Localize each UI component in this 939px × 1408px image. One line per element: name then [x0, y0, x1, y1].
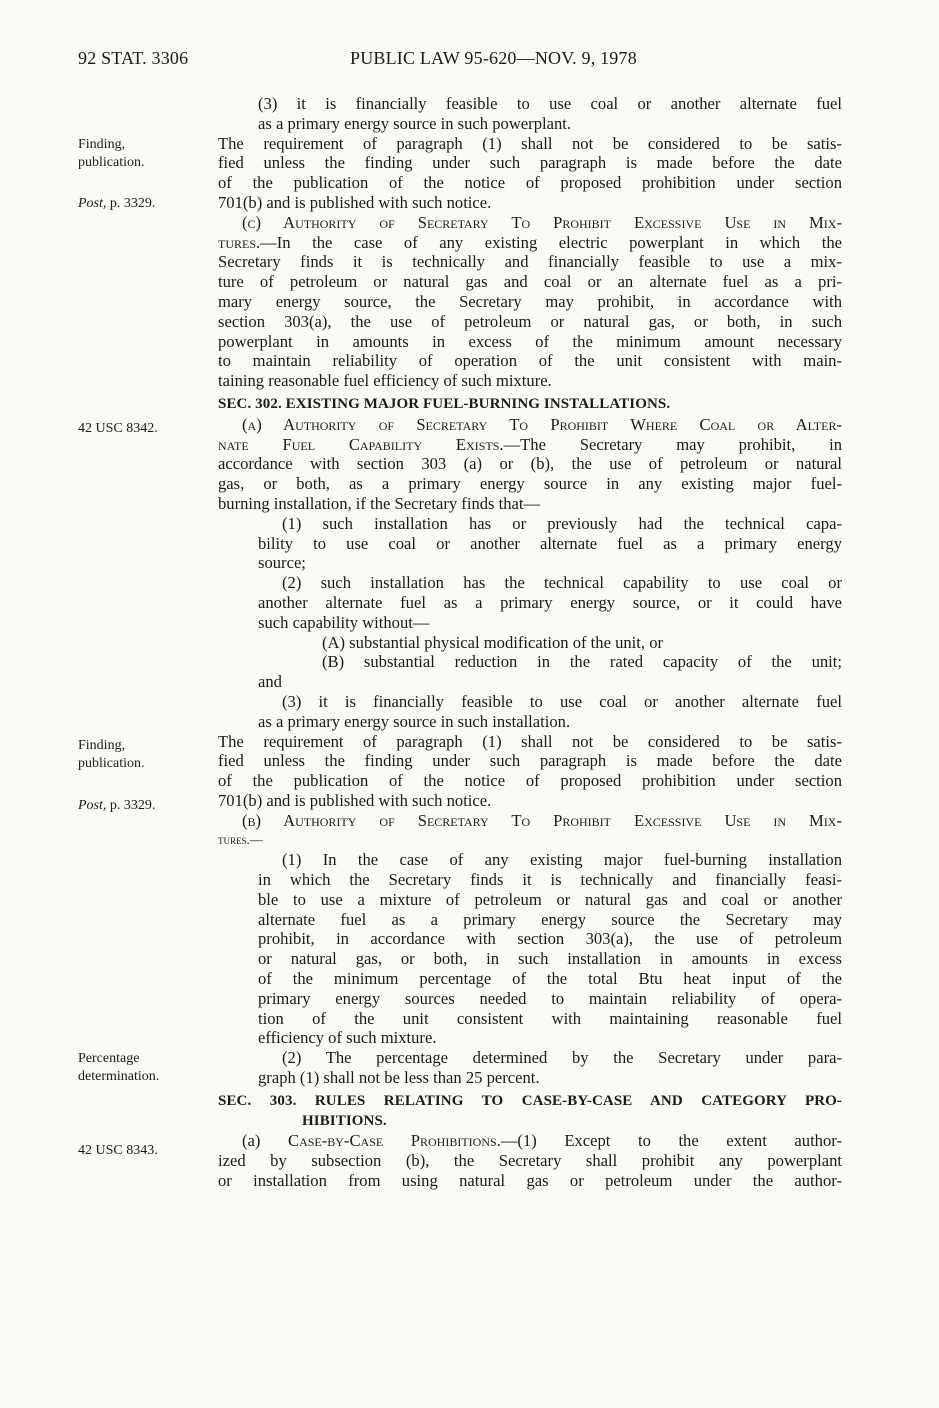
heading-continuation: tures.: [218, 232, 261, 252]
text-line: and: [258, 672, 282, 692]
text-line: The requirement of paragraph (1) shall not be considered to be satis-: [218, 731, 842, 751]
text-line: such capability without—: [258, 612, 430, 632]
subsection-heading: (c) Authority of Secretary To Prohibit Excessive Use in Mix-: [242, 212, 842, 232]
text-line: The requirement of paragraph (1) shall not be considered to be satis-: [218, 133, 842, 153]
subsection-heading: (b) Authority of Secretary To Prohibit Excessive Use in Mix-: [242, 810, 842, 830]
text-line: of the publication of the notice of proposed prohibition under section: [218, 173, 842, 193]
margin-note-line: Finding,: [78, 137, 126, 152]
text-line: as a primary energy source in such installation.: [258, 711, 571, 731]
text-line: graph (1) shall not be less than 25 percent.: [258, 1068, 540, 1088]
margin-note-page: p. 3329.: [109, 798, 156, 813]
section-302-heading: SEC. 302. EXISTING MAJOR FUEL-BURNING INSTALLATIONS.: [218, 395, 671, 412]
margin-note-finding: [78, 136, 213, 172]
margin-note-line: Finding,: [78, 738, 126, 753]
text-line: taining reasonable fuel efficiency of such mixture.: [218, 371, 552, 391]
margin-note-line: publication.: [78, 155, 145, 170]
page-header: [78, 48, 848, 72]
text-line: alternate fuel as a primary energy source the Secretary may: [258, 909, 842, 929]
text-run: —The Secretary may prohibit, in: [503, 434, 842, 454]
text-line: (1) such installation has or previously had the technical capa-: [282, 513, 842, 533]
text-run: —(1) Except to the extent author-: [500, 1131, 842, 1151]
text-line: as a primary energy source in such powerplant.: [258, 113, 572, 133]
text-line: (2) The percentage determined by the Secretary under para-: [282, 1048, 842, 1068]
text-line: mary energy source, the Secretary may prohibit, in accordance with: [218, 291, 842, 311]
text-line: of the minimum percentage of the total Btu heat input of the: [258, 969, 842, 989]
text-line: accordance with section 303 (a) or (b), the use of petroleum or natural: [218, 454, 842, 474]
text-line: powerplant in amounts in excess of the minimum amount necessary: [218, 331, 842, 351]
margin-note-page: p. 3329.: [109, 196, 156, 211]
subsection-heading: (a) Authority of Secretary To Prohibit Where Coal or Alter-: [242, 414, 842, 434]
section-303-heading: SEC. 303. RULES RELATING TO CASE-BY-CASE AND CATEGORY PRO-: [218, 1092, 842, 1109]
text-line: (1) In the case of any existing major fuel-burning installation: [282, 850, 842, 870]
text-line: prohibit, in accordance with section 303(a), the use of petroleum: [258, 929, 842, 949]
text-line: bility to use coal or another alternate fuel as a primary energy: [258, 533, 842, 553]
margin-note-post: [78, 195, 213, 213]
margin-note-line: Percentage: [78, 1051, 140, 1066]
section-303-heading-cont: HIBITIONS.: [302, 1112, 387, 1129]
text-line: efficiency of such mixture.: [258, 1028, 437, 1048]
text-line: burning installation, if the Secretary finds that—: [218, 493, 541, 513]
margin-note-post-italic: Post,: [78, 196, 107, 211]
text-line: primary energy sources needed to maintain reliability of opera-: [258, 988, 842, 1008]
text-line: [218, 435, 842, 455]
text-line: fied unless the finding under such paragraph is made before the date: [218, 153, 842, 173]
margin-note-line: determination.: [78, 1069, 160, 1084]
margin-note-usc-8343: 42 USC 8343.: [78, 1143, 158, 1158]
text-line: of the publication of the notice of proposed prohibition under section: [218, 771, 842, 791]
text-line: another alternate fuel as a primary energy source, or it could have: [258, 592, 842, 612]
text-line: ized by subsection (b), the Secretary shall prohibit any powerplant: [218, 1151, 842, 1171]
margin-note-percentage: [78, 1050, 213, 1086]
text-line: (3) it is financially feasible to use coal or another alternate fuel: [258, 94, 842, 113]
margin-note-line: publication.: [78, 756, 145, 771]
margin-note-finding-2: [78, 737, 213, 773]
heading-continuation: tures.—: [218, 832, 263, 848]
text-line: or installation from using natural gas or petroleum under the author-: [218, 1171, 842, 1191]
text-line: ture of petroleum or natural gas and coal or an alternate fuel as a pri-: [218, 272, 842, 292]
text-line: Secretary finds it is technically and financially feasible to use a mix-: [218, 252, 842, 272]
text-line: gas, or both, as a primary energy source in any existing major fuel-: [218, 474, 842, 494]
text-line: (2) such installation has the technical capability to use coal or: [282, 573, 842, 593]
stat-reference: 92 STAT. 3306: [78, 48, 189, 68]
text-run: (a): [242, 1131, 288, 1151]
margin-note-post-italic: Post,: [78, 798, 107, 813]
text-line: 701(b) and is published with such notice.: [218, 790, 492, 810]
text-run: —In the case of any existing electric powerplant in which the: [260, 232, 842, 252]
text-line: fied unless the finding under such paragraph is made before the date: [218, 751, 842, 771]
text-line: or natural gas, or both, in such installation in amounts in excess: [258, 949, 842, 969]
text-line: source;: [258, 553, 306, 573]
text-line: to maintain reliability of operation of the unit consistent with main-: [218, 351, 842, 371]
text-line: tion of the unit consistent with maintaining reasonable fuel: [258, 1008, 842, 1028]
heading-continuation: nate Fuel Capability Exists.: [218, 434, 504, 454]
text-line: (B) substantial reduction in the rated capacity of the unit;: [322, 652, 842, 672]
text-line: [218, 233, 842, 253]
body-text: [218, 94, 842, 1191]
text-line: (A) substantial physical modification of the unit, or: [322, 632, 664, 652]
running-title: PUBLIC LAW 95-620—NOV. 9, 1978: [350, 48, 637, 68]
text-line: [218, 1131, 842, 1151]
text-line: section 303(a), the use of petroleum or natural gas, or both, in such: [218, 311, 842, 331]
text-line: 701(b) and is published with such notice.: [218, 192, 492, 212]
margin-note-post-2: [78, 797, 213, 815]
text-line: in which the Secretary finds it is technically and financially feasi-: [258, 870, 842, 890]
text-line: (3) it is financially feasible to use coal or another alternate fuel: [282, 691, 842, 711]
subsection-heading: Case-by-Case Prohibitions.: [288, 1131, 501, 1151]
margin-note-usc-8342: 42 USC 8342.: [78, 421, 158, 436]
text-line: ble to use a mixture of petroleum or natural gas and coal or another: [258, 889, 842, 909]
